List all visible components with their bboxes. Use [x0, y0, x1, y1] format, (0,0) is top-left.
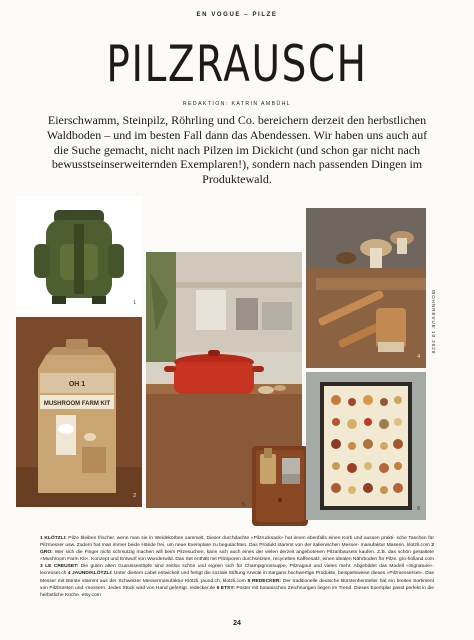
page-title: PILZRAUSCH [106, 35, 368, 93]
photo-number: 5 [242, 502, 245, 508]
caption-text: Unter diesem Label entwickelt und fertigt die soziale Stiftung Arwole in Sargans hochwertige Produkte, beispielsweise dieses «Pilzmesserset». Das Messer mit Bürste stammt aus der Schweizer Messermanufaktur Klötzli. jaund.ch, klotzli.com [40, 571, 435, 584]
caption-text: Der traditionelle deutsche Bürstenhersteller hat ein breites Sortiment von Pilzbürsten und -messern. Jedes Stück wird von Hand gefertigt. redecker.de [40, 578, 435, 591]
caption-label: 2 GRO: [40, 543, 434, 556]
lead-paragraph: Eierschwamm, Steinpilz, Röhrling und Co. bereichern derzeit den herbstlichen Waldboden – und im besten Fall dann das Abendessen. Wir haben uns auch auf die Suche gemacht, nicht nach Pilzen im Dickicht (und schon gar nicht nach bewusstseinserweiternden Exemplaren!), sondern nach passenden Dingen im Produktewald. [46, 113, 428, 187]
photo-number: 2 [133, 493, 136, 499]
kit-label-brand: OH 1 [68, 381, 86, 388]
section-kicker: EN VOGUE – PILZE [196, 12, 278, 18]
kit-label-title: MUSHROOM FARM KIT [43, 401, 111, 407]
brush-knife-set-photo [246, 444, 312, 530]
photo-number: 1 [133, 300, 136, 306]
caption-text: Pilze bleiben frischer, wenn man sie in Weidekörben sammelt. Dieser durchdachte «Pilzrucksack» hat innen ebenfalls einen Korb und aussen prakti- sche Taschen für Pilzmesser usw. Zudem hat man immer beide Hände frei, um neue Exemplare zu begutachten. Das Produkt stammt von der italienischen Messer- manufaktur Maserin. klotzli.com [40, 536, 435, 549]
byline: REDAKTION: KATRIN AMBÜHL [182, 101, 292, 107]
photo-number: 6 [417, 506, 420, 512]
caption-label: 5 REDECKER: [247, 578, 282, 584]
caption-text: Die guten alten Gusseisentöpfe sind zeitlos schön und eignen sich für Champignonsuppe, Pilzragout und vieles mehr. Abgebildet das Modell «Signature». lecreuset.ch [40, 564, 434, 577]
caption-text: Poster mit botanischen Zeichnungen liegen im Trend. Dieses Exemplar passt perfekt in die herbstliche Küche. etsy.com [40, 585, 434, 598]
caption-label: 6 ETSY: [216, 585, 235, 591]
caption-label: 1 KLÖTZLI: [40, 536, 67, 541]
caption-text: Wer sich die Finger nicht schmutzig machen will beim Pilzesuchen, kann sich auch eines der vielen derzeit angebotenen Pilzanbausets kaufen. Z.B. das schön gestaltete «Mushroom Farm Kit». Konzept und Entwurf von Wunderwild. Das Set enthält mit Pilzsporen durchsetzten, recycelten Kaffeesatz, einen idealen Nährboden für Pilze. gro-holland.com [40, 550, 434, 563]
mushroom-knives-photo [306, 208, 426, 368]
side-credit: WOHNREVUE 10 2020 [431, 290, 436, 355]
backpack-photo [16, 196, 142, 314]
mushroom-poster-photo [306, 372, 426, 520]
photo-number: 4 [417, 354, 420, 360]
mushroom-kit-photo [16, 317, 142, 507]
caption-label: 3 LE CREUSET: [40, 564, 79, 570]
page-number: 24 [233, 620, 241, 627]
caption-label: 4 JAUND/KLÖTZLI: [67, 571, 113, 577]
captions-block [40, 535, 435, 598]
